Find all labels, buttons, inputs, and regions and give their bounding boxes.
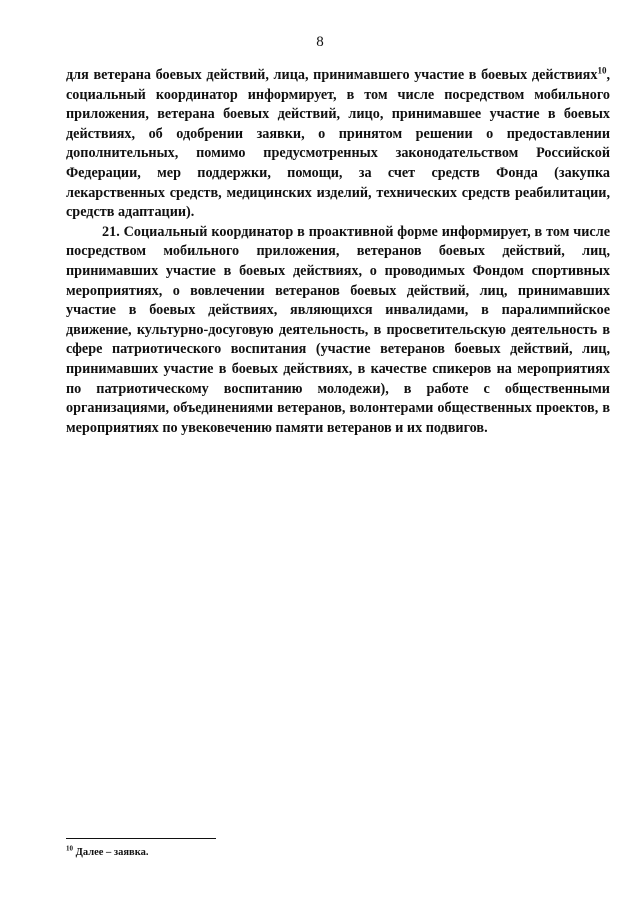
paragraph-text-end: , социальный координатор информирует, в том числе посредством мобильного приложения, ветерана боевых действий, лицо, принимавшее участие в боевых действиях, об одобрении заявки, о принятом решении о предоставлении дополнительных, помимо предусмотренных законодательством Российской Федерации, мер поддержки, помощи, за счет средств Фонда (закупка лекарственных средств, медицинских изделий, технических средств реабилитации, средств адаптации).: [66, 67, 610, 221]
footnote-text: Далее – заявка.: [73, 847, 149, 858]
footnote-number: 10: [66, 844, 73, 853]
page-number: 8: [316, 34, 324, 50]
footnote-reference[interactable]: 10: [597, 65, 607, 76]
paragraph-text-start: для ветерана боевых действий, лица, принимавшего участие в боевых действиях: [66, 67, 598, 83]
document-body: [66, 66, 610, 438]
footnote: [66, 846, 610, 859]
paragraph-continuation: [66, 66, 610, 223]
paragraph-item-21: 21. Социальный координатор в проактивной форме информирует, в том числе посредством мобильного приложения, ветеранов боевых действий, лиц, принимавших участие в боевых действиях, о проводимых Фондом спортивных мероприятиях, о вовлечении ветеранов боевых действий, лиц, принимавших участие в боевых действиях, являющихся инвалидами, в паралимпийское движение, культурно-досуговую деятельность, в просветительскую деятельность в сфере патриотического воспитания (участие ветеранов боевых действий, лиц, принимавших участие в боевых действиях, в качестве спикеров на мероприятиях по патриотическому воспитанию молодежи), в работе с общественными организациями, объединениями ветеранов, волонтерами общественных проектов, в мероприятиях по увековечению памяти ветеранов и их подвигов.: [66, 223, 610, 436]
footnote-divider: [66, 838, 216, 839]
